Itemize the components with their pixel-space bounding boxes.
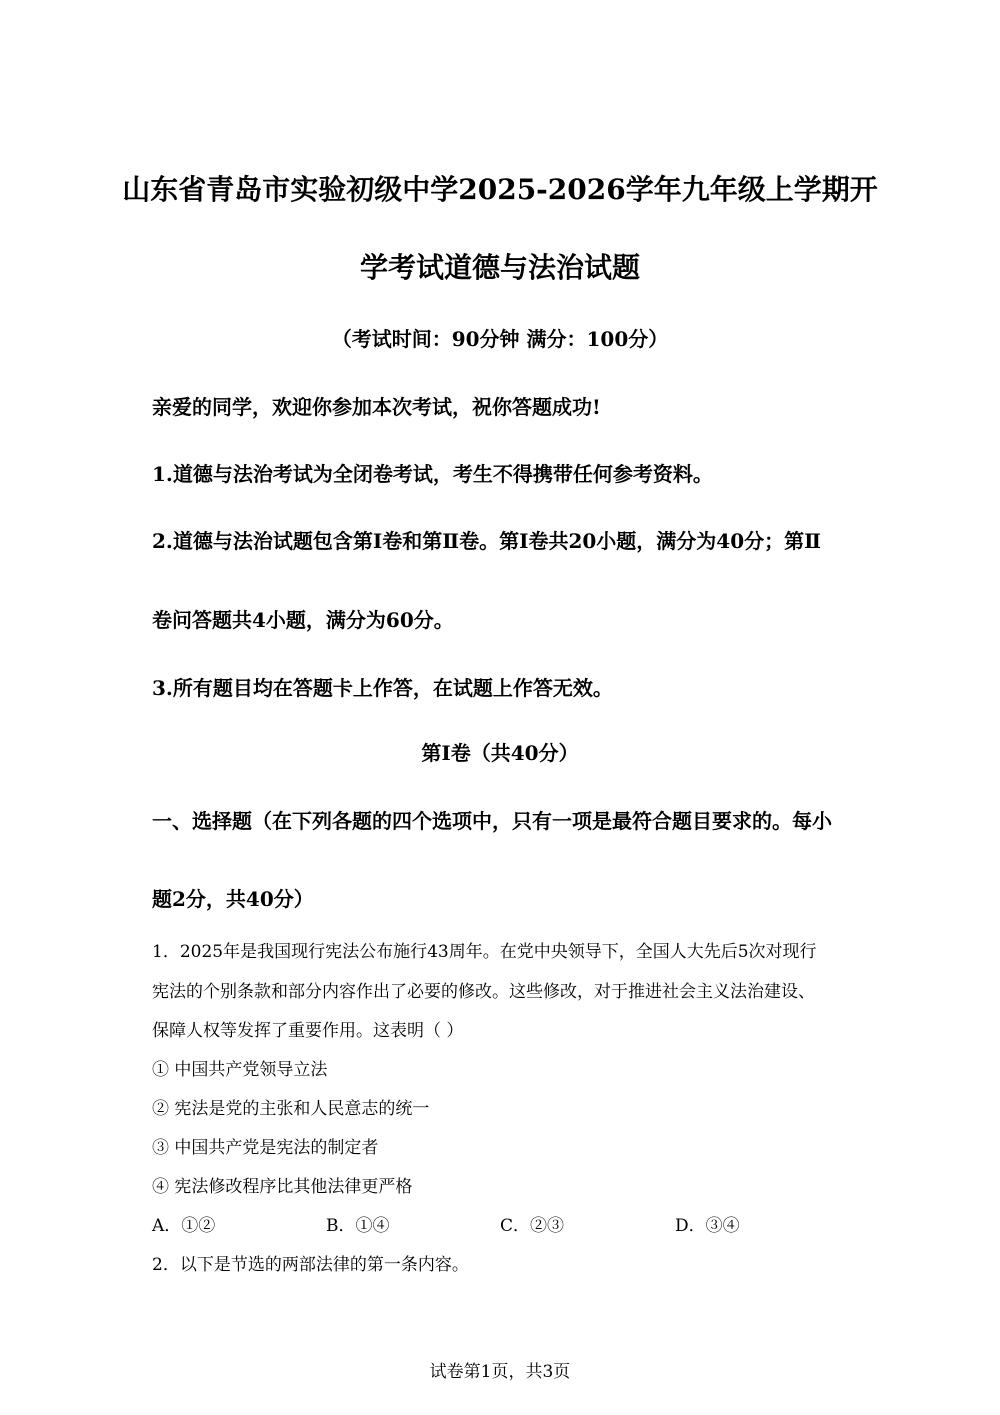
document-title-line-1: 山东省青岛市实验初级中学2025-2026学年九年级上学期开: [122, 173, 878, 206]
page-footer: 试卷第1页，共3页: [429, 1362, 571, 1382]
instruction-3: 3.所有题目均在答题卡上作答，在试题上作答无效。: [152, 676, 613, 700]
q1-option-c: C．②③: [500, 1216, 565, 1236]
exam-info: （考试时间：90分钟 满分：100分）: [331, 327, 669, 351]
greeting: 亲爱的同学，欢迎你参加本次考试，祝你答题成功!: [152, 395, 601, 419]
document-title-line-2: 学考试道德与法治试题: [359, 251, 640, 284]
q1-option-d: D．③④: [675, 1216, 740, 1236]
instruction-1: 1.道德与法治考试为全闭卷考试，考生不得携带任何参考资料。: [152, 462, 713, 486]
q1-stem-line-3: 保障人权等发挥了重要作用。这表明（ ）: [152, 1021, 464, 1041]
q1-statement: ① 中国共产党领导立法: [152, 1060, 328, 1080]
q1-stem-line-2: 宪法的个别条款和部分内容作出了必要的修改。这些修改，对于推进社会主义法治建设、: [152, 982, 815, 1002]
part-heading-line-1: 一、选择题（在下列各题的四个选项中，只有一项是最符合题目要求的。每小: [152, 809, 832, 833]
q2-stem-line-1: 2．以下是节选的两部法律的第一条内容。: [152, 1255, 469, 1275]
instruction-2-line-2: 卷问答题共4小题，满分为60分。: [152, 608, 454, 632]
q1-option-b: B．①④: [326, 1216, 390, 1236]
part-heading-line-2: 题2分，共40分）: [152, 887, 314, 911]
q1-option-a: A．①②: [152, 1216, 216, 1236]
q1-statement: ④ 宪法修改程序比其他法律更严格: [152, 1177, 413, 1197]
q1-statement: ② 宪法是党的主张和人民意志的统一: [152, 1099, 430, 1119]
instruction-2-line-1: 2.道德与法治试题包含第Ⅰ卷和第Ⅱ卷。第Ⅰ卷共20小题，满分为40分；第Ⅱ: [152, 529, 821, 553]
section-title: 第Ⅰ卷（共40分）: [421, 741, 579, 765]
q1-stem-line-1: 1．2025年是我国现行宪法公布施行43周年。在党中央领导下，全国人大先后5次对现行: [152, 942, 817, 962]
q1-statement: ③ 中国共产党是宪法的制定者: [152, 1138, 379, 1158]
